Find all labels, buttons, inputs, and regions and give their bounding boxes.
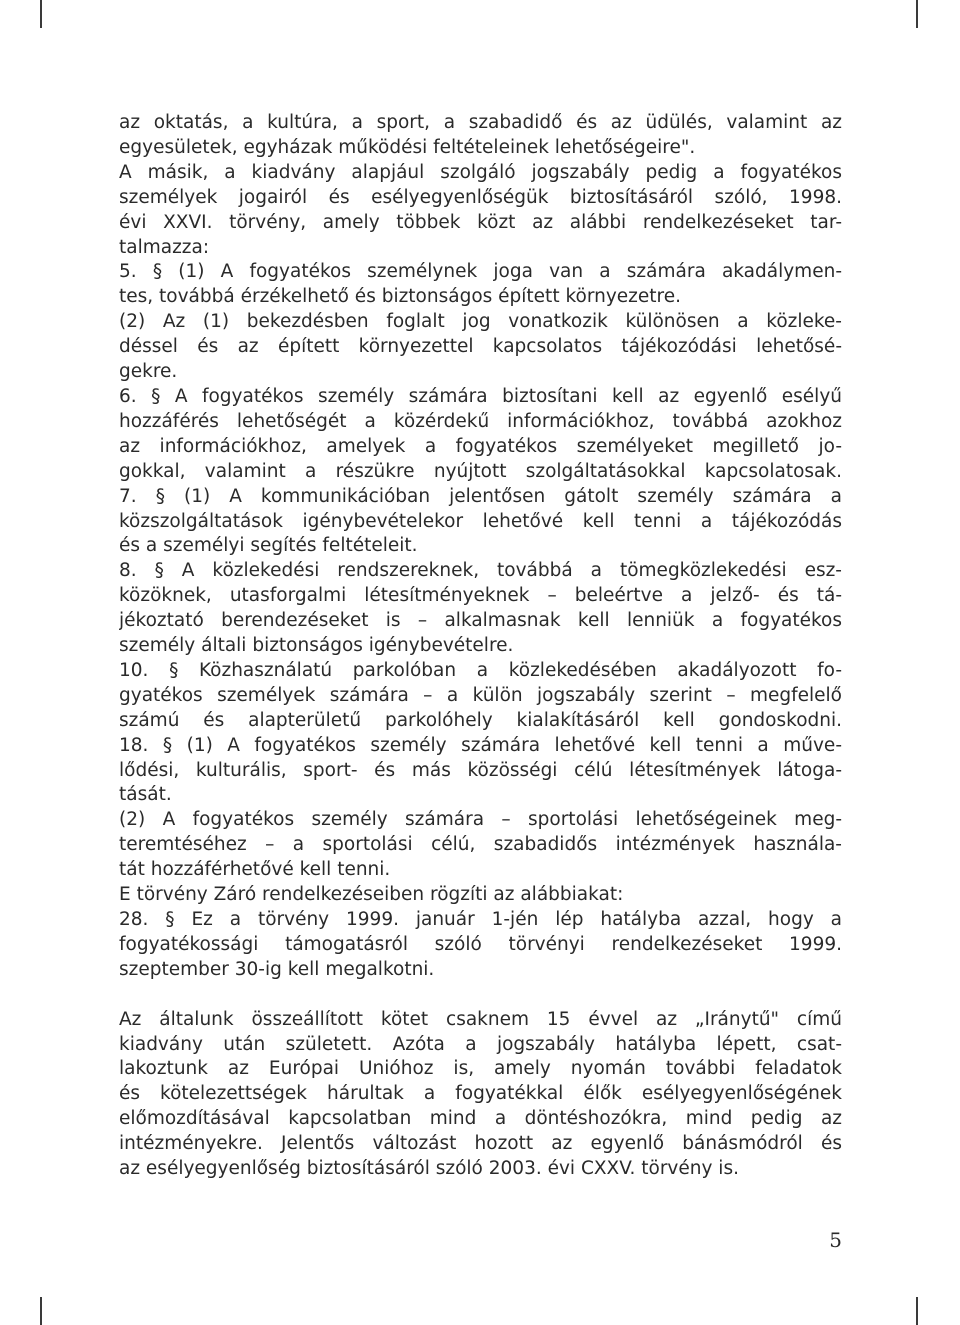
text-line: közszolgáltatások igénybevételekor lehetővé kell tenni a tájékozódás	[119, 510, 842, 532]
text-line: kiadvány után született. Azóta a jogszabály hatályba lépett, csat-	[119, 1033, 842, 1055]
paragraph-gap	[119, 983, 842, 1008]
text-line: szeptember 30-ig kell megalkotni.	[119, 958, 435, 980]
crop-mark-top-right	[916, 0, 918, 28]
text-line: számú és alapterületű parkolóhely kialakításáról kell gondoskodni.	[119, 709, 842, 731]
paragraph-1	[119, 111, 842, 983]
crop-mark-top-left	[40, 0, 42, 28]
text-line: déssel és az épített környezettel kapcsolatos tájékozódási lehetősé-	[119, 336, 842, 358]
text-line: 10. § Közhasználatú parkolóban a közlekedésében akadályozott fo-	[119, 659, 842, 681]
text-line: az esélyegyenlőség biztosításáról szóló 2003. évi CXXV. törvény is.	[119, 1158, 739, 1180]
text-line: évi XXVI. törvény, amely többek közt az alábbi rendelkezéseket tar-	[119, 211, 842, 233]
page-body	[119, 111, 842, 1182]
text-line: és a személyi segítés feltételeit.	[119, 535, 418, 557]
text-line: 7. § (1) A kommunikációban jelentősen gátolt személy számára a	[119, 485, 842, 507]
text-line: személy általi biztonságos igénybevételre.	[119, 635, 514, 657]
text-line: gyatékos személyek számára – a külön jogszabály szerint – megfelelő	[119, 684, 842, 706]
text-line: intézményekre. Jelentős változást hozott az egyenlő bánásmódról és	[119, 1133, 842, 1155]
text-line: az információkhoz, amelyek a fogyatékos személyeket megillető jo-	[119, 435, 842, 457]
crop-mark-bottom-right	[916, 1297, 918, 1325]
text-line: lődési, kulturális, sport- és más közösségi célú létesítmények látoga-	[119, 759, 842, 781]
text-line: az oktatás, a kultúra, a sport, a szabadidő és az üdülés, valamint az	[119, 112, 842, 133]
text-line: 6. § A fogyatékos személy számára biztosítani kell az egyenlő esélyű	[119, 385, 842, 407]
text-line: 28. § Ez a törvény 1999. január 1-jén lép hatályba azzal, hogy a	[119, 909, 842, 930]
crop-mark-bottom-left	[40, 1297, 42, 1325]
text-line: jékoztató berendezéseket is – alkalmasnak kell lenniük a fogyatékos	[119, 610, 842, 632]
text-line: A másik, a kiadvány alapjául szolgáló jogszabály pedig a fogyatékos	[119, 161, 842, 183]
text-line: (2) A fogyatékos személy számára – sportolási lehetőségeinek meg-	[119, 809, 842, 831]
text-line: talmazza:	[119, 236, 210, 258]
page-number: 5	[829, 1228, 842, 1252]
text-line: előmozdításával kapcsolatban mind a döntéshozókra, mind pedig az	[119, 1108, 842, 1130]
text-line: lakoztunk az Európai Unióhoz is, amely nyomán további feladatok	[119, 1058, 842, 1080]
text-line: tását.	[119, 784, 172, 806]
text-line: tes, továbbá érzékelhető és biztonságos épített környezetre.	[119, 286, 681, 308]
text-line: E törvény Záró rendelkezéseiben rögzíti az alábbiakat:	[119, 884, 624, 906]
text-line: Az általunk összeállított kötet csaknem 15 évvel az „Iránytű" című	[119, 1008, 842, 1030]
text-line: 8. § A közlekedési rendszereknek, továbbá a tömegközlekedési esz-	[119, 560, 842, 582]
paragraph-2	[119, 1008, 842, 1182]
text-line: fogyatékossági támogatásról szóló törvényi rendelkezéseket 1999.	[119, 933, 842, 955]
text-line: hozzáférés lehetőségét a közérdekű információkhoz, továbbá azokhoz	[119, 410, 842, 432]
text-line: tát hozzáférhetővé kell tenni.	[119, 859, 391, 881]
text-line: személyek jogairól és esélyegyenlőségük biztosításáról szóló, 1998.	[119, 186, 842, 208]
text-line: gokkal, valamint a részükre nyújtott szolgáltatásokkal kapcsolatosak.	[119, 460, 842, 482]
text-line: egyesületek, egyházak működési feltételeinek lehetőségeire".	[119, 136, 696, 158]
text-line: és kötelezettségek hárultak a fogyatékkal élők esélyegyenlőségének	[119, 1083, 842, 1105]
text-line: közöknek, utasforgalmi létesítményeknek – beleértve a jelző- és tá-	[119, 585, 842, 607]
text-line: gekre.	[119, 361, 178, 383]
text-line: 5. § (1) A fogyatékos személynek joga van a számára akadálymen-	[119, 261, 842, 283]
text-line: teremtéséhez – a sportolási célú, szabadidős intézmények használa-	[119, 834, 842, 856]
text-line: 18. § (1) A fogyatékos személy számára lehetővé kell tenni a műve-	[119, 734, 842, 756]
text-line: (2) Az (1) bekezdésben foglalt jog vonatkozik különösen a közleke-	[119, 311, 842, 333]
